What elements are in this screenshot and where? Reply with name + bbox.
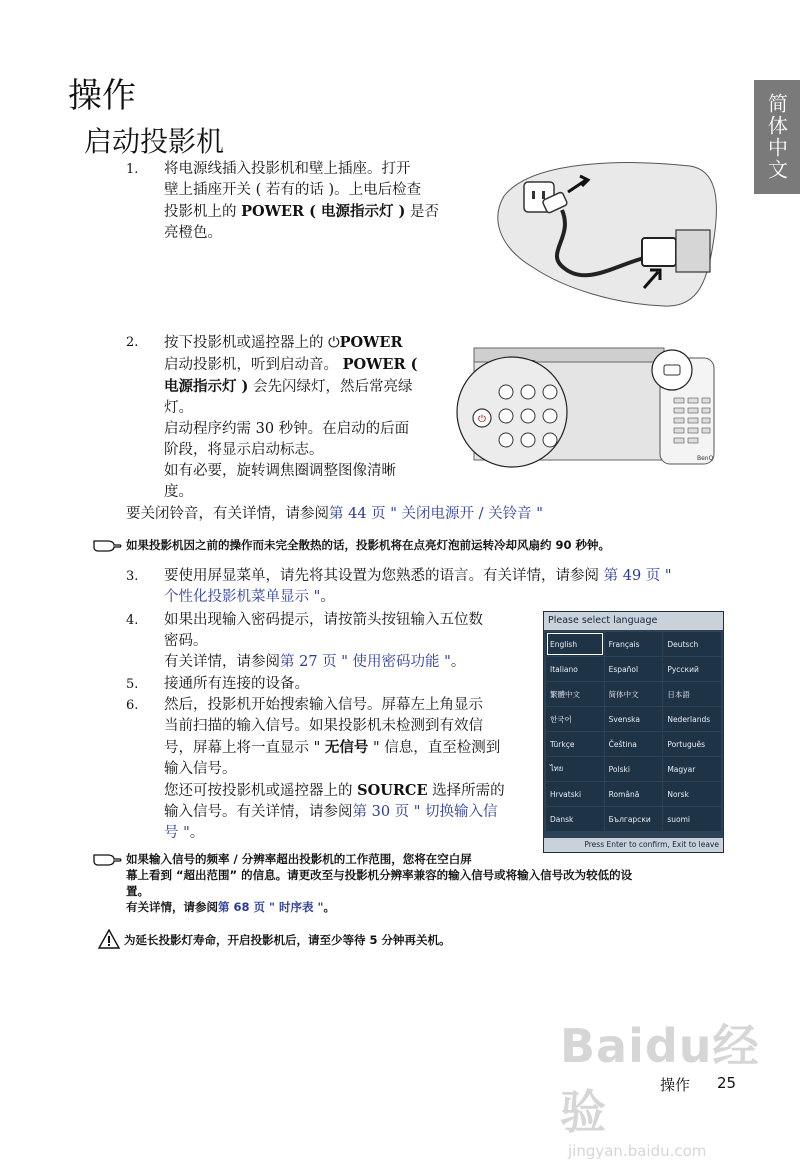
text-line: 如果输入信号的频率 / 分辨率超出投影机的工作范围，您将在空白屏 (126, 852, 472, 866)
language-option[interactable]: Türkçe (546, 732, 604, 756)
text-line: 输入信号。 (164, 761, 237, 777)
no-signal-label: 无信号 (324, 739, 369, 756)
text-line: 壁上插座开关 ( 若有的话 )。上电后检查 (164, 182, 422, 198)
text-line (126, 899, 736, 915)
text-line (164, 376, 454, 398)
text-line (164, 737, 536, 759)
text-run: 会先闪绿灯，然后常亮绿 (248, 379, 413, 395)
text-line: 如果出现输入密码提示，请按箭头按钮输入五位数 (164, 612, 483, 628)
text-line: 然后，投影机开始搜索输入信号。屏幕左上角显示 (164, 697, 483, 713)
language-option[interactable]: Nederlands (663, 707, 721, 731)
step-number: 6. (126, 698, 139, 713)
language-option[interactable]: Français (605, 632, 663, 656)
language-option[interactable]: Norsk (663, 782, 721, 806)
text-run: 。 (323, 900, 336, 914)
section-tab-label: 简体中文 (764, 93, 789, 181)
step-number: 1. (126, 162, 139, 177)
note-out-of-range (126, 851, 736, 915)
text-run: " 信息，直至检测到 (368, 740, 501, 756)
text-run: 您还可按投影机或遥控器上的 (164, 783, 358, 799)
power-label: POWER (339, 334, 403, 351)
text-run: 要使用屏显菜单，请先将其设置为您熟悉的语言。有关详情，请参阅 (164, 568, 604, 584)
text-run: 按下投影机或遥控器上的 (164, 335, 329, 351)
language-option[interactable]: Svenska (605, 707, 663, 731)
language-option[interactable]: Русский (663, 657, 721, 681)
brand-text: BenQ (697, 455, 714, 462)
text-line (164, 823, 536, 844)
note-hand-icon (92, 537, 122, 553)
language-option[interactable]: Dansk (546, 807, 604, 831)
beep-page-link[interactable]: 第 44 页 " 关闭电源开 / 关铃音 " (329, 506, 543, 522)
text-line (164, 354, 454, 376)
text-line: 启动程序约需 30 秒钟。在启动的后面 (164, 421, 410, 437)
menu-page-link[interactable]: 第 49 页 " (603, 568, 672, 584)
text-line (164, 201, 464, 223)
text-run: 选择所需的 (427, 783, 505, 799)
text-line: 当前扫描的输入信号。如果投影机未检测到有效信 (164, 718, 483, 734)
text-run: 输入信号。有关详情，请参阅 (164, 804, 353, 820)
text-run: 有关详情，请参阅 (164, 654, 280, 670)
language-option[interactable]: Magyar (663, 757, 721, 781)
text-line: 如有必要，旋转调焦圈调整图像清晰 (164, 463, 396, 479)
language-menu-title: Please select language (544, 612, 723, 630)
password-page-link[interactable]: 第 27 页 " 使用密码功能 " (280, 654, 451, 670)
step-3-text (164, 566, 754, 608)
beep-paragraph (126, 504, 746, 525)
language-grid (546, 632, 721, 831)
watermark-url: jingyan.baidu.com (568, 1142, 707, 1160)
power-led-label: POWER ( 电源指示灯 ) (241, 203, 406, 220)
language-select-menu (543, 611, 724, 853)
text-run: 。 (320, 589, 335, 605)
language-option[interactable]: Deutsch (663, 632, 721, 656)
warning-icon (98, 929, 120, 949)
power-label: POWER ( (342, 356, 418, 373)
language-option[interactable]: Čeština (605, 732, 663, 756)
text-line (164, 566, 754, 587)
text-run: 是否 (405, 204, 440, 220)
step-number: 3. (126, 569, 139, 584)
menu-page-link[interactable]: 个性化投影机菜单显示 " (164, 589, 321, 605)
language-option[interactable]: Български (605, 807, 663, 831)
text-line: 将电源线插入投影机和壁上插座。打开 (164, 161, 411, 177)
text-line (164, 802, 536, 823)
text-run: 号，屏幕上将一直显示 " (164, 740, 325, 756)
step-4-text (164, 610, 534, 673)
timing-page-link[interactable]: 第 68 页 " 时序表 " (218, 900, 324, 914)
language-option[interactable]: 繁體中文 (546, 682, 604, 706)
text-line (164, 332, 454, 354)
step-1-text (164, 159, 464, 244)
language-option[interactable]: ไทย (546, 757, 604, 781)
power-icon: ⏻ (328, 335, 340, 351)
text-line (164, 780, 536, 802)
text-line: 幕上看到 “超出范围” 的信息。请更改至与投影机分辨率兼容的输入信号或将输入信号改为较低的设 (126, 868, 633, 882)
power-led-label: 电源指示灯 ) (164, 378, 249, 395)
language-option[interactable]: 한국어 (546, 707, 604, 731)
svg-text:⏻: ⏻ (478, 414, 486, 425)
language-option[interactable]: Italiano (546, 657, 604, 681)
text-run: 。 (189, 825, 205, 841)
input-page-link[interactable]: 第 30 页 " 切换输入信 (352, 804, 498, 820)
step-6-text (164, 695, 536, 844)
step-number: 5. (126, 677, 139, 692)
step-5-text: 接通所有连接的设备。 (164, 676, 309, 692)
text-line: 密码。 (164, 633, 208, 649)
source-label: SOURCE (357, 782, 428, 799)
watermark-logo: Baidu经验 (560, 1019, 760, 1139)
text-run: 要关闭铃音，有关详情，请参阅 (126, 506, 329, 522)
text-line: 灯。 (164, 400, 193, 416)
note-cooling: 如果投影机因之前的操作而未完全散热的话，投影机将在点亮灯泡前运转冷却风扇约 90 秒钟。 (126, 538, 611, 552)
text-run: 启动投影机，听到启动音。 (164, 357, 343, 373)
language-option[interactable]: 简体中文 (605, 682, 663, 706)
language-option[interactable]: Polski (605, 757, 663, 781)
text-line: 亮橙色。 (164, 225, 222, 241)
text-run: 投影机上的 (164, 204, 242, 220)
language-option[interactable]: Română (605, 782, 663, 806)
projector-remote-illustration (454, 340, 720, 468)
language-option[interactable]: Hrvatski (546, 782, 604, 806)
text-line: 度。 (164, 484, 193, 500)
language-option[interactable]: English (546, 632, 604, 656)
language-menu-footer: Press Enter to confirm, Exit to leave (544, 838, 723, 852)
power-plug-illustration (494, 158, 720, 308)
page-heading: 操作 (68, 76, 136, 116)
text-line (164, 587, 754, 608)
warning-text: 为延长投影灯寿命，开启投影机后，请至少等待 5 分钟再关机。 (124, 933, 451, 947)
text-run: 有关详情，请参阅 (126, 900, 218, 914)
step-2-text (164, 332, 454, 503)
input-page-link[interactable]: 号 " (164, 825, 190, 841)
footer-section-label: 操作 (660, 1076, 691, 1094)
text-line: 置。 (126, 884, 149, 898)
language-option[interactable]: Español (605, 657, 663, 681)
text-line: 阶段，将显示启动标志。 (164, 442, 324, 458)
language-option[interactable]: 日本語 (663, 682, 721, 706)
step-number: 2. (126, 335, 139, 350)
text-run: 。 (450, 654, 466, 670)
step-number: 4. (126, 613, 139, 628)
section-heading: 启动投影机 (84, 125, 225, 158)
language-option[interactable]: Português (663, 732, 721, 756)
note-hand-icon (92, 851, 122, 867)
text-line (164, 652, 534, 673)
language-section-tab (754, 80, 800, 194)
language-option[interactable]: suomi (663, 807, 721, 831)
page-number: 25 (717, 1074, 737, 1092)
